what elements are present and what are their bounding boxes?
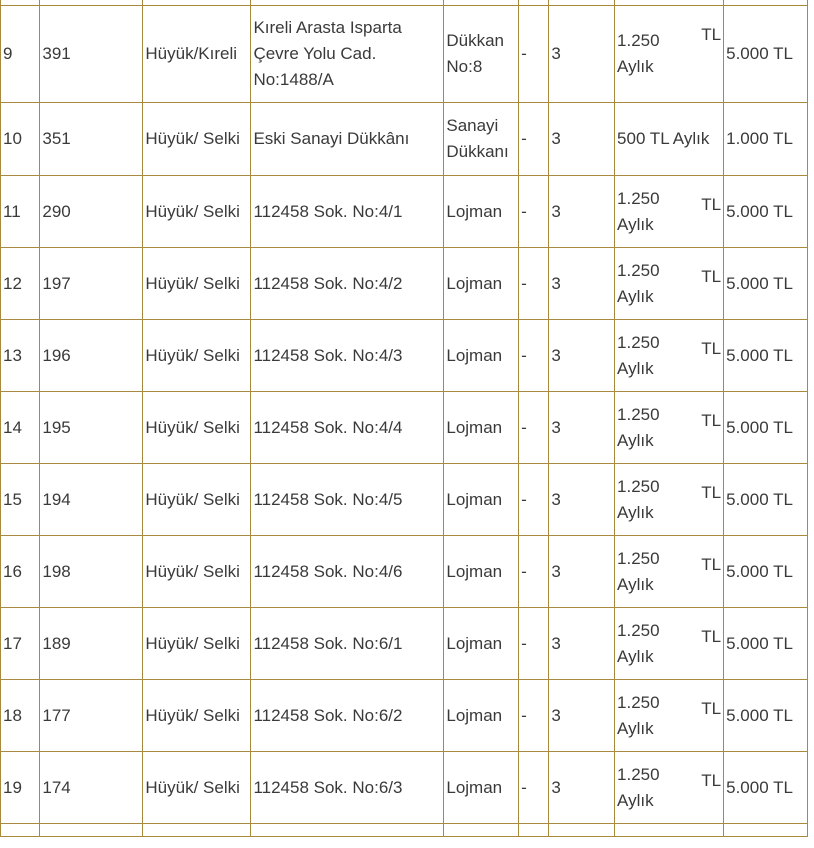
row-number-cell: 10 xyxy=(1,103,40,176)
deposit-cell: 5.000 TL xyxy=(724,608,808,680)
deposit-cell: 5.000 TL xyxy=(724,680,808,752)
table-row xyxy=(1,248,808,320)
rent-cell xyxy=(615,176,724,248)
deposit-cell: 5.000 TL xyxy=(724,464,808,536)
dash-cell: - xyxy=(519,536,549,608)
parcel-number-cell: 290 xyxy=(40,176,143,248)
location-cell: Hüyük/Kıreli xyxy=(143,6,251,103)
rent-currency: TL xyxy=(701,195,722,214)
rent-period: Aylık xyxy=(617,286,654,306)
rent-cell xyxy=(615,536,724,608)
rent-amount: 1.250 xyxy=(617,188,660,208)
parcel-number-cell: 177 xyxy=(40,680,143,752)
property-type-cell: Lojman xyxy=(444,320,519,392)
rent-period: Aylık xyxy=(617,790,654,810)
row-number-cell: 13 xyxy=(1,320,40,392)
location-cell: Hüyük/ Selki xyxy=(143,176,251,248)
rent-text: 500 TL Aylık xyxy=(617,129,710,148)
rent-period: Aylık xyxy=(617,358,654,378)
rent-currency: TL xyxy=(701,339,722,358)
property-type-cell: Lojman xyxy=(444,392,519,464)
duration-cell: 3 xyxy=(549,103,615,176)
rent-period: Aylık xyxy=(617,214,654,234)
address-cell: 112458 Sok. No:4/5 xyxy=(251,464,444,536)
deposit-cell: 5.000 TL xyxy=(724,392,808,464)
row-number-cell: 17 xyxy=(1,608,40,680)
parcel-number-cell: 189 xyxy=(40,608,143,680)
empty-cell xyxy=(251,824,444,837)
location-cell: Hüyük/ Selki xyxy=(143,536,251,608)
duration-cell: 3 xyxy=(549,176,615,248)
rent-currency: TL xyxy=(701,555,722,574)
rent-amount: 1.250 xyxy=(617,692,660,712)
dash-cell: - xyxy=(519,392,549,464)
location-cell: Hüyük/ Selki xyxy=(143,464,251,536)
address-cell: 112458 Sok. No:6/3 xyxy=(251,752,444,824)
deposit-cell: 5.000 TL xyxy=(724,320,808,392)
rent-currency: TL xyxy=(701,771,722,790)
table-row xyxy=(1,536,808,608)
rent-cell xyxy=(615,248,724,320)
duration-cell: 3 xyxy=(549,752,615,824)
location-cell: Hüyük/ Selki xyxy=(143,752,251,824)
rent-amount: 1.250 xyxy=(617,260,660,280)
rent-amount: 1.250 xyxy=(617,476,660,496)
table-row xyxy=(1,320,808,392)
rent-period: Aylık xyxy=(617,57,654,76)
row-number-cell: 16 xyxy=(1,536,40,608)
property-type-cell: Lojman xyxy=(444,248,519,320)
empty-cell xyxy=(40,824,143,837)
row-number-cell: 9 xyxy=(1,6,40,103)
rent-cell xyxy=(615,392,724,464)
table-row xyxy=(1,6,808,103)
rent-amount: 1.250 xyxy=(617,332,660,352)
rent-amount: 1.250 xyxy=(617,620,660,640)
row-number-cell: 12 xyxy=(1,248,40,320)
rent-period: Aylık xyxy=(617,574,654,594)
location-cell: Hüyük/ Selki xyxy=(143,320,251,392)
address-cell: 112458 Sok. No:6/1 xyxy=(251,608,444,680)
rent-amount: 1.250 xyxy=(617,764,660,784)
rent-currency: TL xyxy=(701,699,722,718)
dash-cell: - xyxy=(519,6,549,103)
empty-cell xyxy=(519,824,549,837)
rent-cell xyxy=(615,464,724,536)
deposit-cell: 5.000 TL xyxy=(724,6,808,103)
property-type-cell: Lojman xyxy=(444,680,519,752)
rent-cell xyxy=(615,608,724,680)
deposit-cell: 1.000 TL xyxy=(724,103,808,176)
parcel-number-cell: 195 xyxy=(40,392,143,464)
empty-cell xyxy=(549,824,615,837)
parcel-number-cell: 196 xyxy=(40,320,143,392)
property-type-cell: Lojman xyxy=(444,176,519,248)
address-cell: 112458 Sok. No:4/2 xyxy=(251,248,444,320)
address-cell: 112458 Sok. No:6/2 xyxy=(251,680,444,752)
table-row xyxy=(1,608,808,680)
rent-cell xyxy=(615,103,724,176)
deposit-cell: 5.000 TL xyxy=(724,752,808,824)
property-type-cell: Dükkan No:8 xyxy=(444,6,519,103)
rent-period: Aylık xyxy=(617,430,654,450)
location-cell: Hüyük/ Selki xyxy=(143,248,251,320)
deposit-cell: 5.000 TL xyxy=(724,176,808,248)
empty-cell xyxy=(724,824,808,837)
dash-cell: - xyxy=(519,320,549,392)
empty-cell xyxy=(1,824,40,837)
duration-cell: 3 xyxy=(549,680,615,752)
row-number-cell: 11 xyxy=(1,176,40,248)
empty-cell xyxy=(444,824,519,837)
duration-cell: 3 xyxy=(549,248,615,320)
duration-cell: 3 xyxy=(549,320,615,392)
parcel-number-cell: 198 xyxy=(40,536,143,608)
table-row xyxy=(1,103,808,176)
rent-amount: 1.250 xyxy=(617,548,660,568)
location-cell: Hüyük/ Selki xyxy=(143,608,251,680)
table-row xyxy=(1,752,808,824)
table-row xyxy=(1,680,808,752)
parcel-number-cell: 391 xyxy=(40,6,143,103)
parcel-number-cell: 174 xyxy=(40,752,143,824)
empty-cell xyxy=(615,824,724,837)
rent-currency: TL xyxy=(701,25,722,44)
deposit-cell: 5.000 TL xyxy=(724,248,808,320)
address-cell: 112458 Sok. No:4/3 xyxy=(251,320,444,392)
rent-cell xyxy=(615,680,724,752)
row-number-cell: 15 xyxy=(1,464,40,536)
rent-period: Aylık xyxy=(617,502,654,522)
dash-cell: - xyxy=(519,103,549,176)
dash-cell: - xyxy=(519,176,549,248)
dash-cell: - xyxy=(519,248,549,320)
rent-currency: TL xyxy=(701,267,722,286)
address-cell: 112458 Sok. No:4/6 xyxy=(251,536,444,608)
rent-cell xyxy=(615,752,724,824)
dash-cell: - xyxy=(519,608,549,680)
table-row xyxy=(1,392,808,464)
property-type-cell: Lojman xyxy=(444,608,519,680)
property-type-cell: Lojman xyxy=(444,464,519,536)
dash-cell: - xyxy=(519,752,549,824)
property-type-cell: Lojman xyxy=(444,536,519,608)
dash-cell: - xyxy=(519,680,549,752)
empty-cell xyxy=(143,824,251,837)
table-row-partial xyxy=(1,824,808,837)
parcel-number-cell: 197 xyxy=(40,248,143,320)
rent-currency: TL xyxy=(701,483,722,502)
duration-cell: 3 xyxy=(549,536,615,608)
parcel-number-cell: 351 xyxy=(40,103,143,176)
dash-cell: - xyxy=(519,464,549,536)
row-number-cell: 18 xyxy=(1,680,40,752)
rent-currency: TL xyxy=(701,627,722,646)
parcel-number-cell: 194 xyxy=(40,464,143,536)
location-cell: Hüyük/ Selki xyxy=(143,680,251,752)
deposit-cell: 5.000 TL xyxy=(724,536,808,608)
address-cell: Kıreli Arasta Isparta Çevre Yolu Cad. No:1488/A xyxy=(251,6,444,103)
rent-cell xyxy=(615,6,724,103)
address-cell: 112458 Sok. No:4/1 xyxy=(251,176,444,248)
duration-cell: 3 xyxy=(549,464,615,536)
rent-period: Aylık xyxy=(617,718,654,738)
row-number-cell: 14 xyxy=(1,392,40,464)
address-cell: Eski Sanayi Dükkânı xyxy=(251,103,444,176)
duration-cell: 3 xyxy=(549,608,615,680)
duration-cell: 3 xyxy=(549,392,615,464)
rent-period: Aylık xyxy=(617,646,654,666)
table-row xyxy=(1,464,808,536)
rent-cell xyxy=(615,320,724,392)
property-type-cell: Sanayi Dükkanı xyxy=(444,103,519,176)
table-row xyxy=(1,176,808,248)
row-number-cell: 19 xyxy=(1,752,40,824)
location-cell: Hüyük/ Selki xyxy=(143,392,251,464)
rent-currency: TL xyxy=(701,411,722,430)
rent-amount: 1.250 xyxy=(617,404,660,424)
duration-cell: 3 xyxy=(549,6,615,103)
table-body xyxy=(1,0,808,837)
property-type-cell: Lojman xyxy=(444,752,519,824)
address-cell: 112458 Sok. No:4/4 xyxy=(251,392,444,464)
rent-amount: 1.250 xyxy=(617,31,660,50)
location-cell: Hüyük/ Selki xyxy=(143,103,251,176)
